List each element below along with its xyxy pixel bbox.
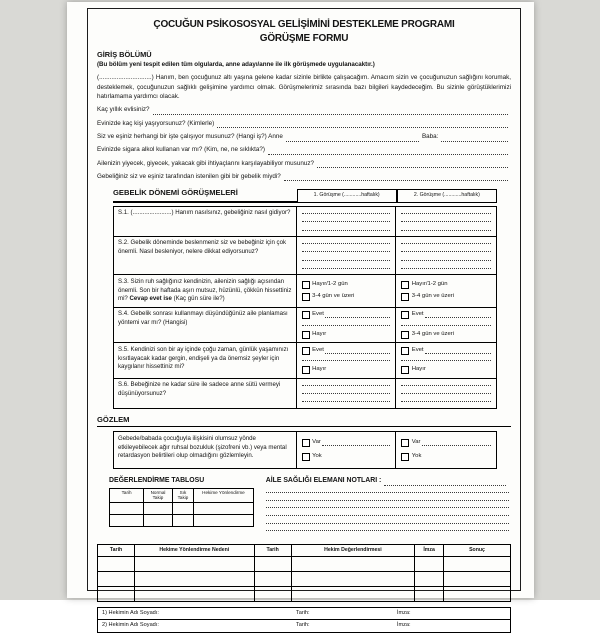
signature-block: [97, 607, 511, 633]
option-label: Evet: [411, 311, 424, 318]
form-page: [67, 2, 534, 629]
checkbox-icon[interactable]: [401, 439, 409, 447]
question-label: Siz ve eşiniz herhangi bir işte çalışıyor musunuz? (Hangi iş?) Anne: [97, 133, 283, 141]
answer-cell-s4-col2: [396, 308, 496, 342]
empty-cell: [173, 503, 194, 515]
answer-dotted-line: [401, 250, 491, 252]
option-label: Var: [411, 439, 421, 446]
answer-cell-s2-col1: [297, 237, 397, 275]
answer-cell-s5-col2: [396, 343, 496, 377]
option-label: Hayır: [312, 330, 327, 337]
option-yok: [401, 453, 491, 461]
degerlendirme-table: [109, 488, 254, 528]
option-label: 3-4 gün ve üzeri: [411, 330, 455, 337]
answer-dotted-line: [302, 359, 391, 361]
empty-cell: [444, 572, 510, 587]
option-label: 3-4 gün ve üzeri: [312, 293, 355, 300]
question-s2: S.2. Gebelik döneminde beslenmeniz siz ve bebeğiniz için çok önemli. Nasıl besleniyor, nelere dikkat ediyorsunuz?: [114, 237, 297, 275]
empty-cell: [194, 515, 253, 526]
question-row-ihtiyac: [97, 160, 511, 169]
answer-blank-line: [217, 121, 508, 128]
empty-cell: [98, 572, 135, 587]
question-row-kac-kisi: [97, 120, 511, 129]
empty-cell: [98, 587, 135, 601]
answer-cell-s4-col1: [297, 308, 397, 342]
answer-dotted-line: [401, 267, 491, 269]
option-label: 3-4 gün ve üzeri: [411, 293, 455, 300]
option-hayir: [401, 366, 491, 374]
table-row-s5: [114, 343, 496, 378]
column-header-normal-takip: Normal Takip: [144, 489, 173, 504]
giris-paragraph: (..............................) Hanım, ben çocuğunuz altı yaşına gelene kadar sizinle birlikte çalışacağım. Amacım sizin ve çocuğunuzun sağlığını korumak, desteklemek, çocuğunuzun sağlıklı gelişimine yardımcı olmak. Görüşmelerimiz sırasında bazı bilgileri kaydedeceğim. Bu sizinle görüştüklerimizi hatırlamama yardımcı olacak.: [97, 74, 511, 101]
answer-blank-line-baba: [441, 135, 508, 142]
empty-cell: [415, 587, 444, 601]
question-row-gebelik-istenilen: [97, 173, 511, 182]
option-evet: [401, 311, 491, 319]
answer-dotted-line: [302, 259, 391, 261]
checkbox-icon[interactable]: [302, 366, 310, 374]
answer-dotted-line: [266, 491, 509, 493]
gozlem-heading: GÖZLEM: [97, 414, 130, 424]
giris-heading: GİRİŞ BÖLÜMÜ: [97, 50, 152, 59]
interview-section: [113, 188, 497, 408]
question-s3: [114, 275, 297, 306]
notlar-heading-row: [266, 476, 509, 485]
column-header-tarih-2: Tarih: [255, 545, 292, 557]
question-label: Evinizde kaç kişi yaşıyorsunuz? (Kimlerle): [97, 119, 215, 127]
option-var: [302, 439, 391, 447]
empty-cell: [135, 572, 254, 587]
checkbox-icon[interactable]: [302, 439, 310, 447]
answer-dotted-line: [302, 400, 391, 402]
answer-dotted-leader: [325, 312, 390, 318]
question-label: Gebeliğiniz siz ve eşiniz tarafından istenilen gibi bir gebelik miydi?: [97, 172, 281, 180]
option-label: Evet: [312, 346, 324, 353]
signature-row-1: [98, 608, 510, 620]
option-hayir-1-2-gun: [401, 281, 491, 289]
answer-dotted-leader: [425, 348, 491, 354]
empty-cell: [415, 572, 444, 587]
empty-cell: [255, 572, 292, 587]
answer-dotted-line: [302, 324, 391, 326]
answer-dotted-line: [401, 220, 491, 222]
option-evet: [401, 347, 491, 355]
answer-dotted-line: [302, 392, 391, 394]
column-header-yonlendirme-nedeni: Hekime Yönlendirme Nedeni: [135, 545, 254, 557]
signature-row-2: [98, 619, 510, 632]
option-label: Hayır/1-2 gün: [411, 280, 448, 287]
answer-dotted-line: [266, 514, 509, 516]
checkbox-icon[interactable]: [401, 311, 409, 319]
question-s3-bold: Cevap evet ise: [129, 295, 172, 303]
checkbox-icon[interactable]: [401, 366, 409, 374]
form-border-frame: [87, 8, 521, 629]
empty-cell: [135, 587, 254, 601]
giris-note: (Bu bölüm yeni tespit edilen tüm olgularda, anne adayı/anne ile ilk görüşmede uygulanacaktır.): [97, 60, 375, 68]
form-title-line1: ÇOCUĞUN PSİKOSOSYAL GELİŞİMİNİ DESTEKLEME PROGRAMI: [153, 19, 455, 30]
question-row-evlisiniz: [97, 106, 511, 115]
checkbox-icon[interactable]: [401, 331, 409, 339]
notlar-heading: AİLE SAĞLIĞI ELEMANI NOTLARI :: [265, 477, 382, 485]
answer-dotted-leader: [425, 312, 491, 318]
empty-cell: [255, 557, 292, 572]
column-header-tarih-1: Tarih: [98, 545, 135, 557]
option-label: Hayır/1-2 gün: [312, 280, 348, 287]
imza-label: İmza:: [396, 609, 411, 616]
column-header-sik-takip: Sık Takip: [173, 489, 194, 504]
answer-cell-s1-col1: [297, 207, 397, 236]
checkbox-icon[interactable]: [401, 347, 409, 355]
answer-dotted-leader: [325, 348, 390, 354]
hekim-name-label: 1) Hekimin Adı Soyadı:: [102, 609, 159, 616]
option-hayir: [302, 366, 391, 374]
option-var: [401, 439, 491, 447]
gozlem-cell-col2: [396, 432, 496, 468]
answer-dotted-line: [401, 384, 491, 386]
answer-cell-s6-col1: [297, 379, 397, 408]
option-3-4-gun: [401, 293, 491, 301]
interview-heading: GEBELİK DÖNEMİ GÖRÜŞMELERİ: [113, 188, 297, 202]
gozlem-text: Gebede/babada çocuğuyla ilişkisini olumsuz yönde etkileyebilecek ağır ruhsal bozukluk (şizofreni vb.) veya mental retardasyon belirtileri olup olmadığını gözlemleyin.: [114, 432, 297, 468]
answer-cell-s6-col2: [396, 379, 496, 408]
option-label: Var: [312, 439, 321, 446]
checkbox-icon[interactable]: [302, 453, 310, 461]
answer-dotted-leader: [384, 479, 506, 486]
question-row-is: [97, 133, 511, 142]
question-label: Evinizde sigara alkol kullanan var mı? (Kim, ne, ne sıklıkta?): [97, 146, 265, 154]
column-header-imza: İmza: [415, 545, 444, 557]
question-label: Kaç yıllık evlisiniz?: [97, 106, 150, 114]
answer-blank-line: [284, 174, 508, 181]
answer-dotted-line: [401, 324, 491, 326]
answer-dotted-line: [302, 250, 391, 252]
empty-cell: [144, 503, 173, 515]
table-row-s1: [114, 207, 496, 237]
answer-dotted-line: [302, 267, 391, 269]
checkbox-icon[interactable]: [302, 311, 310, 319]
degerlendirme-heading: DEĞERLENDİRME TABLOSU: [109, 477, 205, 485]
empty-cell: [444, 557, 510, 572]
tarih-label: Tarih:: [295, 609, 310, 616]
gozlem-heading-rule: [97, 415, 511, 428]
answer-dotted-line: [401, 242, 491, 244]
answer-dotted-line: [401, 400, 491, 402]
answer-blank-line-anne: [286, 135, 419, 142]
referral-table: [97, 544, 511, 602]
answer-dotted-line: [302, 220, 391, 222]
answer-blank-line: [268, 148, 508, 155]
empty-cell: [98, 557, 135, 572]
question-s5: S.5. Kendinizi son bir ay içinde çoğu zaman, günlük yaşamınızı kısıtlayacak kadar gergin, endişeli ya da önemsiz şeyler için kaygılanır hissettiniz mi?: [114, 343, 297, 377]
table-row-s6: [114, 379, 496, 408]
form-title: [97, 18, 511, 45]
answer-dotted-line: [302, 384, 391, 386]
empty-cell: [444, 587, 510, 601]
gozlem-table: [113, 431, 497, 469]
empty-cell: [292, 572, 416, 587]
imza-label: İmza:: [396, 622, 411, 629]
notlar-block: [266, 476, 509, 536]
answer-dotted-line: [302, 229, 391, 231]
answer-cell-s3-col2: [396, 275, 496, 306]
checkbox-icon[interactable]: [302, 347, 310, 355]
interview-col1-header: 1. Görüşme (............haftalık): [297, 189, 397, 203]
empty-cell: [194, 503, 253, 515]
empty-cell: [255, 587, 292, 601]
gozlem-row: [114, 432, 496, 468]
option-3-4-gun: [302, 293, 391, 301]
answer-blank-line: [153, 108, 509, 115]
checkbox-icon[interactable]: [302, 331, 310, 339]
answer-dotted-line: [302, 242, 391, 244]
answer-dotted-line: [401, 259, 491, 261]
option-yok: [302, 453, 391, 461]
answer-blank-line: [317, 161, 508, 168]
empty-cell: [292, 557, 416, 572]
gozlem-section: [113, 431, 497, 469]
column-header-sonuc: Sonuç: [444, 545, 510, 557]
answer-dotted-line: [401, 229, 491, 231]
option-label: Evet: [312, 311, 324, 318]
interview-table: [113, 206, 497, 409]
answer-cell-s1-col2: [396, 207, 496, 236]
answer-dotted-line: [266, 522, 509, 524]
table-row-s2: [114, 237, 496, 276]
degerlendirme-block: [109, 476, 254, 536]
question-s1: S.1. (.......................) Hanım nasılsınız, gebeliğiniz nasıl gidiyor?: [114, 207, 297, 236]
tarih-label: Tarih:: [295, 622, 310, 629]
gozlem-cell-col1: [297, 432, 397, 468]
empty-cell: [292, 587, 416, 601]
column-header-hekime-yonlendirme: Hekime Yönlendirme: [194, 489, 253, 504]
hekim-name-label: 2) Hekimin Adı Soyadı:: [102, 622, 159, 629]
question-s4: S.4. Gebelik sonrası kullanmayı düşündüğünüz aile planlaması yöntemi var mı? (Hangisi): [114, 308, 297, 342]
empty-cell: [135, 557, 254, 572]
empty-cell: [173, 515, 194, 526]
option-evet: [302, 347, 391, 355]
checkbox-icon[interactable]: [401, 281, 409, 289]
checkbox-icon[interactable]: [401, 453, 409, 461]
option-hayir: [302, 331, 391, 339]
answer-cell-s5-col1: [297, 343, 397, 377]
question-s3-text: S.3. Sizin ruh sağlığınız kendinizin, ailenizin sağlığı açısından önemli. Son bir haftada aşırı mutsuz, hüzünlü, çökkün hissettiniz mi?: [118, 277, 292, 303]
answer-cell-s2-col2: [396, 237, 496, 275]
question-s6: S.6. Bebeğinize ne kadar süre ile sadece anne sütü vermeyi düşünüyorsunuz?: [114, 379, 297, 408]
table-row-s4: [114, 308, 496, 343]
option-label: Yok: [411, 453, 422, 460]
answer-dotted-line: [266, 506, 509, 508]
checkbox-icon[interactable]: [302, 293, 310, 301]
answer-dotted-line: [266, 499, 509, 501]
option-hayir-1-2-gun: [302, 281, 391, 289]
option-label: Hayır: [312, 366, 327, 373]
form-title-line2: GÖRÜŞME FORMU: [259, 32, 349, 44]
option-evet: [302, 311, 391, 319]
answer-dotted-line: [401, 212, 491, 214]
answer-dotted-line: [266, 529, 509, 531]
checkbox-icon[interactable]: [401, 293, 409, 301]
lower-section: [109, 476, 511, 536]
option-3-4-gun: [401, 331, 491, 339]
answer-dotted-leader: [322, 440, 390, 446]
answer-dotted-line: [401, 392, 491, 394]
table-row-s3: [114, 275, 496, 307]
option-label: Evet: [411, 346, 424, 353]
checkbox-icon[interactable]: [302, 281, 310, 289]
empty-cell: [110, 515, 144, 526]
column-header-hekim-degerlendirmesi: Hekim Değerlendirmesi: [292, 545, 416, 557]
answer-dotted-line: [401, 359, 491, 361]
question-row-sigara-alkol: [97, 146, 511, 155]
answer-cell-s3-col1: [297, 275, 397, 306]
option-label: Yok: [312, 453, 322, 460]
empty-cell: [110, 503, 144, 515]
option-label: Hayır: [411, 366, 426, 373]
answer-dotted-leader: [422, 440, 491, 446]
question-label: Ailenizin yiyecek, giyecek, yakacak gibi ihtiyaçlarını karşılayabiliyor musunuz?: [97, 159, 314, 167]
interview-col2-header: 2. Görüşme (............haftalık): [397, 189, 497, 203]
column-header-tarih: Tarih: [110, 489, 144, 504]
empty-cell: [144, 515, 173, 526]
empty-cell: [415, 557, 444, 572]
answer-dotted-line: [302, 212, 391, 214]
interview-header-row: [113, 188, 497, 202]
baba-label: Baba:: [421, 133, 439, 141]
question-s3-tail: (Kaç gün süre ile?): [171, 295, 225, 303]
